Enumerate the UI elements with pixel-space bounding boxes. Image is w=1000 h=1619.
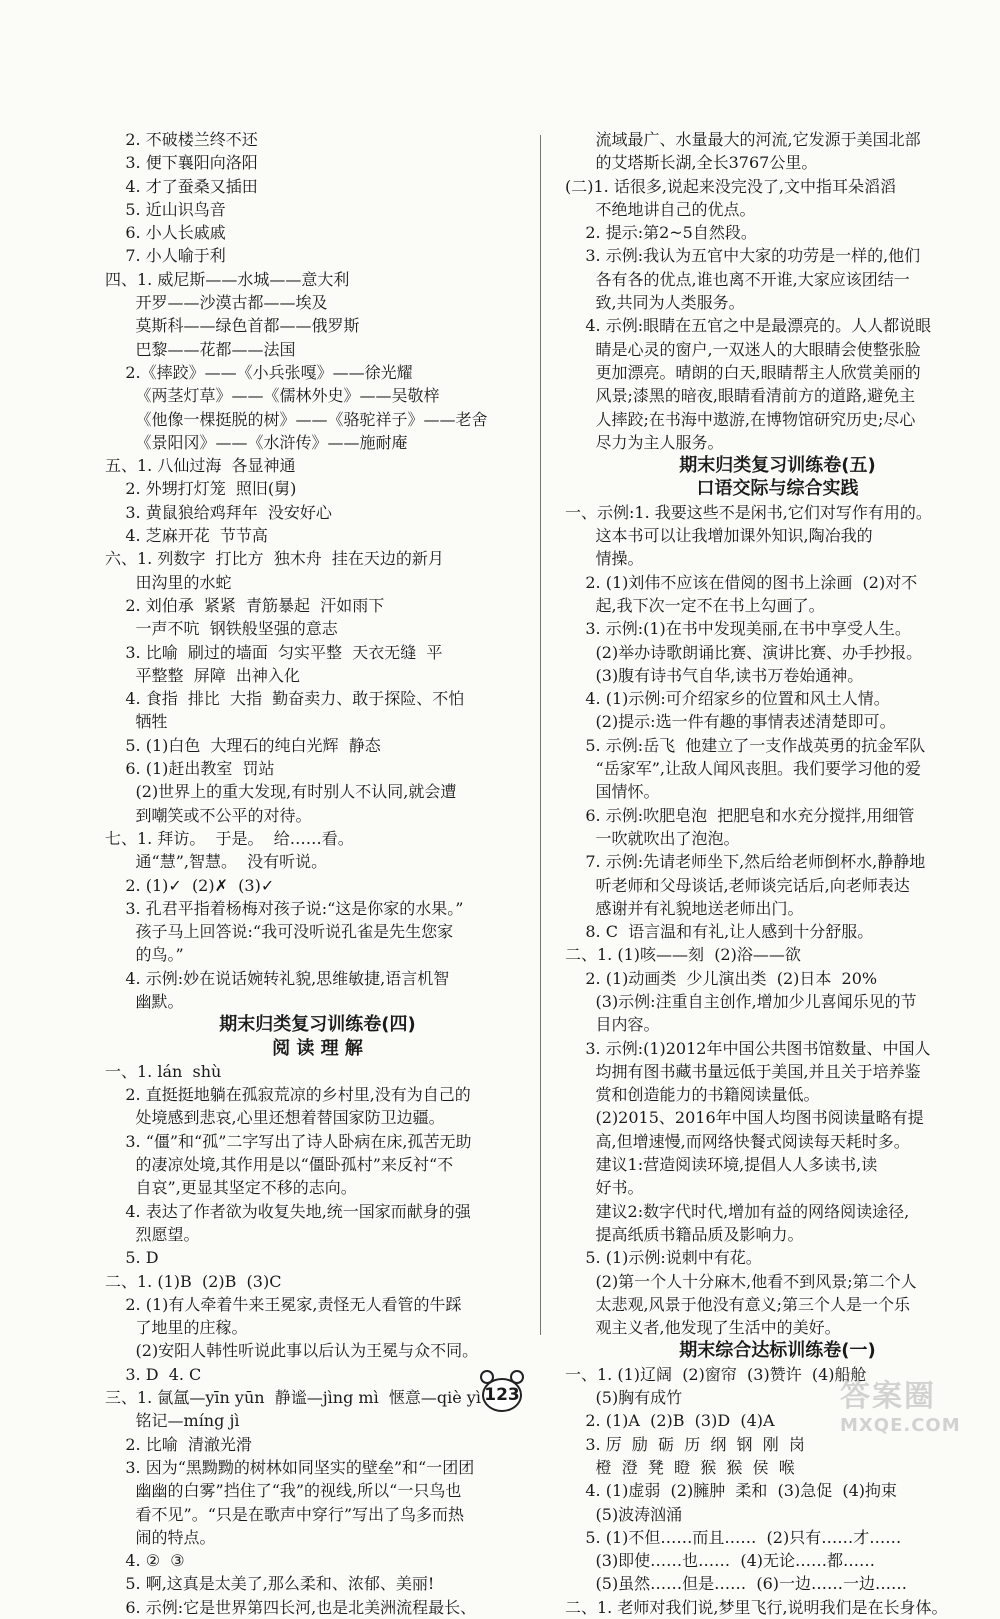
answer-line: 起,我下次一定不在书上勾画了。 bbox=[565, 595, 825, 615]
answer-line: 4. ② ③ bbox=[105, 1551, 185, 1571]
answer-line: 2. (1)✓ (2)✗ (3)✓ bbox=[105, 875, 275, 895]
answer-line: 建议1:营造阅读环境,提倡人人多读书,读 bbox=[565, 1155, 878, 1175]
answer-line: 3. 示例:(1)在书中发现美丽,在书中享受人生。 bbox=[565, 619, 911, 639]
answer-line: 田沟里的水蛇 bbox=[105, 572, 232, 592]
answer-line: 3. 厉 励 砺 历 纲 钢 刚 岗 bbox=[565, 1434, 805, 1454]
answer-line: 7. 小人喻于利 bbox=[105, 246, 226, 266]
answer-line: 处境感到悲哀,心里还想着替国家防卫边疆。 bbox=[105, 1108, 445, 1128]
answer-line: 情操。 bbox=[565, 549, 644, 569]
watermark-logo: 答案圈 bbox=[840, 1379, 936, 1414]
answer-line: 一、1. lán shù bbox=[105, 1061, 222, 1081]
answer-line: 3. 因为“黑黝黝的树林如同坚实的壁垒”和“一团团 bbox=[105, 1457, 475, 1477]
section-heading: 阅 读 理 解 bbox=[272, 1037, 363, 1059]
answer-line: 3. 便下襄阳向洛阳 bbox=[105, 153, 258, 173]
answer-line: (2)2015、2016年中国人均图书阅读量略有提 bbox=[565, 1108, 924, 1128]
answer-line: 2. 刘伯承 紧紧 青筋暴起 汗如雨下 bbox=[105, 595, 385, 615]
answer-line: 开罗——沙漠古都——埃及 bbox=[105, 293, 328, 313]
answer-line: 5. 示例:岳飞 他建立了一支作战英勇的抗金军队 bbox=[565, 735, 926, 755]
answer-line: 4. 才了蚕桑又插田 bbox=[105, 176, 258, 196]
answer-line: 2. (1)动画类 少儿演出类 (2)日本 20% bbox=[565, 968, 878, 988]
answer-line: 2. 外甥打灯笼 照旧(舅) bbox=[105, 479, 297, 499]
answer-line: 4. 表达了作者欲为收复失地,统一国家而献身的强 bbox=[105, 1201, 471, 1221]
answer-line: 赏和创造能力的书籍阅读量低。 bbox=[565, 1085, 820, 1105]
answer-line: 《两茎灯草》——《儒林外史》——吴敬梓 bbox=[105, 386, 440, 406]
answer-line: 2. (1)有人牵着牛来王冕家,责怪无人看管的牛踩 bbox=[105, 1294, 462, 1314]
answer-line: 六、1. 列数字 打比方 独木舟 挂在天边的新月 bbox=[105, 549, 444, 569]
page-number: 123 bbox=[482, 1378, 522, 1412]
answer-line: 提高纸质书籍品质及影响力。 bbox=[565, 1224, 804, 1244]
answer-line: 《景阳冈》——《水浒传》——施耐庵 bbox=[105, 432, 408, 452]
answer-line: 三、1. 氤氲—yīn yūn 静谧—jìng mì 惬意—qiè yì bbox=[105, 1388, 481, 1408]
answer-line: 看不见”。“只是在歌声中穿行”写出了鸟多而热 bbox=[105, 1504, 465, 1524]
answer-line: 一吹就吹出了泡泡。 bbox=[565, 828, 740, 848]
answer-line: 3. 孔君平指着杨梅对孩子说:“这是你家的水果。” bbox=[105, 898, 464, 918]
answer-line: (3)即使……也…… (4)无论……都…… bbox=[565, 1551, 876, 1571]
answer-line: 铭记—míng jì bbox=[105, 1411, 240, 1431]
answer-line: 睛是心灵的窗户,一双迷人的大眼睛会使整张脸 bbox=[565, 339, 921, 359]
answer-line: 《他像一棵挺脱的树》——《骆驼祥子》——老舍 bbox=[105, 409, 488, 429]
answer-line: 国情怀。 bbox=[565, 782, 660, 802]
answer-line: 4. 芝麻开花 节节高 bbox=[105, 526, 268, 546]
answer-line: 到嘲笑或不公平的对待。 bbox=[105, 805, 312, 825]
answer-line: 五、1. 八仙过海 各显神通 bbox=[105, 456, 296, 476]
answer-line: 2. 比喻 清澈光滑 bbox=[105, 1434, 252, 1454]
answer-line: 听老师和父母谈话,老师谈完话后,向老师表达 bbox=[565, 875, 910, 895]
answer-line: 牺牲 bbox=[105, 712, 168, 732]
answer-line: 4. (1)示例:可介绍家乡的位置和风土人情。 bbox=[565, 689, 890, 709]
answer-line: 3. 黄鼠狼给鸡拜年 没安好心 bbox=[105, 502, 332, 522]
answer-line: 致,共同为人类服务。 bbox=[565, 293, 745, 313]
answer-line: 太悲观,风景于他没有意义;第三个人是一个乐 bbox=[565, 1294, 910, 1314]
answer-line: 7. 示例:先请老师坐下,然后给老师倒杯水,静静地 bbox=[565, 852, 926, 872]
watermark-url: MXQE.COM bbox=[840, 1415, 961, 1436]
answer-line: 自哀”,更显其坚定不移的志向。 bbox=[105, 1178, 357, 1198]
answer-line: (2)提示:选一件有趣的事情表述清楚即可。 bbox=[565, 712, 896, 732]
answer-line: 目内容。 bbox=[565, 1015, 660, 1035]
answer-line: 2. 直挺挺地躺在孤寂荒凉的乡村里,没有为自己的 bbox=[105, 1085, 471, 1105]
answer-line: 5. D bbox=[105, 1248, 159, 1268]
answer-line: 6. 示例:它是世界第四长河,也是北美洲流程最长、 bbox=[105, 1597, 477, 1617]
answer-line: 二、1. 老师对我们说,梦里飞行,说明我们是在长身体。 bbox=[565, 1597, 948, 1617]
answer-line: 二、1. (1)B (2)B (3)C bbox=[105, 1271, 282, 1291]
answer-line: 橙 澄 凳 瞪 猴 猴 侯 喉 bbox=[565, 1457, 795, 1477]
answer-line: 好书。 bbox=[565, 1178, 644, 1198]
answer-line: (5)胸有成竹 bbox=[565, 1388, 683, 1408]
left-column bbox=[105, 128, 530, 1619]
answer-line: 6. 示例:吹肥皂泡 把肥皂和水充分搅拌,用细管 bbox=[565, 805, 915, 825]
answer-line: (2)举办诗歌朗诵比赛、演讲比赛、办手抄报。 bbox=[565, 642, 923, 662]
answer-line: 了地里的庄稼。 bbox=[105, 1318, 248, 1338]
answer-line: 感谢并有礼貌地送老师出门。 bbox=[565, 898, 804, 918]
answer-line: 5. 近山识鸟音 bbox=[105, 199, 226, 219]
answer-line: 5. (1)示例:说刺中有花。 bbox=[565, 1248, 762, 1268]
answer-line: 4. 示例:眼睛在五官之中是最漂亮的。人人都说眼 bbox=[565, 316, 932, 336]
answer-line: 流域最广、水量最大的河流,它发源于美国北部 bbox=[565, 130, 921, 149]
answer-line: 3. 示例:(1)2012年中国公共图书馆数量、中国人 bbox=[565, 1038, 931, 1058]
answer-line: 烈愿望。 bbox=[105, 1224, 200, 1244]
answer-line: 莫斯科——绿色首都——俄罗斯 bbox=[105, 316, 360, 336]
answer-line: 尽力为主人服务。 bbox=[565, 432, 724, 452]
answer-line: (二)1. 话很多,说起来没完没了,文中指耳朵滔滔 bbox=[565, 176, 897, 196]
section-heading: 期末归类复习训练卷(四) bbox=[219, 1014, 416, 1036]
answer-line: 一声不吭 钢铁般坚强的意志 bbox=[105, 619, 338, 639]
answer-line: 4. 示例:妙在说话婉转礼貌,思维敏捷,语言机智 bbox=[105, 968, 450, 988]
answer-line: 七、1. 拜访。 于是。 给……看。 bbox=[105, 828, 354, 848]
answer-line: “岳家军”,让敌人闻风丧胆。我们要学习他的爱 bbox=[565, 759, 921, 779]
answer-line: 建议2:数字代时代,增加有益的网络阅读途径, bbox=[565, 1201, 910, 1221]
answer-line: 6. 小人长戚戚 bbox=[105, 223, 226, 243]
answer-line: 这本书可以让我增加课外知识,陶冶我的 bbox=[565, 526, 873, 546]
answer-line: 高,但增速慢,而网络快餐式阅读每天耗时多。 bbox=[565, 1131, 910, 1151]
answer-line: 3. 示例:我认为五官中大家的功劳是一样的,他们 bbox=[565, 246, 921, 266]
answer-line: 人摔跤;在书海中遨游,在博物馆研究历史;尽心 bbox=[565, 409, 916, 429]
answer-line: 5. 啊,这真是太美了,那么柔和、浓郁、美丽! bbox=[105, 1574, 435, 1594]
column-divider bbox=[540, 135, 541, 1335]
answer-line: 各有各的优点,谁也离不开谁,大家应该团结一 bbox=[565, 269, 910, 289]
answer-line: 8. C 语言温和有礼,让人感到十分舒服。 bbox=[565, 922, 874, 942]
answer-line: 2. (1)A (2)B (3)D (4)A bbox=[565, 1411, 775, 1431]
answer-line: 4. 食指 排比 大指 勤奋卖力、敢于探险、不怕 bbox=[105, 689, 465, 709]
answer-line: 幽默。 bbox=[105, 991, 184, 1011]
answer-line: 幽幽的白雾”挡住了“我”的视线,所以“一只鸟也 bbox=[105, 1481, 462, 1501]
answer-line: 四、1. 威尼斯——水城——意大利 bbox=[105, 269, 350, 289]
answer-line: (5)波涛汹涌 bbox=[565, 1504, 683, 1524]
answer-line: 孩子马上回答说:“我可没听说孔雀是先生您家 bbox=[105, 922, 454, 942]
answer-line: 巴黎——花都——法国 bbox=[105, 339, 296, 359]
answer-line: (5)虽然……但是…… (6)一边……一边…… bbox=[565, 1574, 908, 1594]
answer-line: 3. D 4. C bbox=[105, 1364, 202, 1384]
section-heading: 期末归类复习训练卷(五) bbox=[679, 455, 876, 477]
answer-line: 均拥有图书藏书量远低于美国,并且关于培养鉴 bbox=[565, 1061, 921, 1081]
answer-line: 5. (1)白色 大理石的纯白光辉 静态 bbox=[105, 735, 381, 755]
answer-line: (2)安阳人韩性听说此事以后认为王冕与众不同。 bbox=[105, 1341, 479, 1361]
answer-line: 2. 提示:第2~5自然段。 bbox=[565, 223, 757, 243]
answer-line: 观主义者,他发现了生活中的美好。 bbox=[565, 1318, 841, 1338]
answer-line: 不绝地讲自己的优点。 bbox=[565, 199, 756, 219]
answer-line: 3. 比喻 刷过的墙面 匀实平整 天衣无缝 平 bbox=[105, 642, 443, 662]
answer-line: 4. (1)虚弱 (2)臃肿 柔和 (3)急促 (4)拘束 bbox=[565, 1481, 898, 1501]
answer-line: (3)示例:注重自主创作,增加少儿喜闻乐见的节 bbox=[565, 991, 917, 1011]
answer-line: (3)腹有诗书气自华,读书万卷始通神。 bbox=[565, 665, 864, 685]
answer-line: 通“慧”,智慧。 没有听说。 bbox=[105, 852, 328, 872]
answer-line: 风景;漆黑的暗夜,眼睛看清前方的道路,避免主 bbox=[565, 386, 916, 406]
watermark bbox=[840, 1371, 990, 1441]
answer-line: 2. 不破楼兰终不还 bbox=[105, 130, 258, 149]
answer-line: 二、1. (1)咳——刻 (2)浴——欲 bbox=[565, 945, 801, 965]
answer-line: (2)世界上的重大发现,有时别人不认同,就会遭 bbox=[105, 782, 457, 802]
answer-line: 5. (1)不但……而且…… (2)只有……才…… bbox=[565, 1527, 902, 1547]
answer-line: 一、1. (1)辽阔 (2)窗帘 (3)赞许 (4)船舱 bbox=[565, 1364, 867, 1384]
answer-line: 一、示例:1. 我要这些不是闲书,它们对写作有用的。 bbox=[565, 502, 932, 522]
answer-line: 更加漂亮。晴朗的白天,眼睛帮主人欣赏美丽的 bbox=[565, 362, 921, 382]
answer-line: 的鸟。” bbox=[105, 945, 184, 965]
answer-line: 闹的特点。 bbox=[105, 1527, 216, 1547]
answer-line: 的凄凉处境,其作用是以“僵卧孤村”来反衬“不 bbox=[105, 1155, 454, 1175]
answer-line: 3. “僵”和“孤”二字写出了诗人卧病在床,孤苦无助 bbox=[105, 1131, 472, 1151]
section-heading: 口语交际与综合实践 bbox=[696, 478, 859, 500]
page-number-badge bbox=[468, 1368, 532, 1418]
answer-line: (2)第一个人十分麻木,他看不到风景;第二个人 bbox=[565, 1271, 917, 1291]
answer-line: 6. (1)赶出教室 罚站 bbox=[105, 759, 275, 779]
section-heading: 期末综合达标训练卷(一) bbox=[679, 1340, 876, 1362]
answer-line: 2.《摔跤》——《小兵张嘎》——徐光耀 bbox=[105, 362, 413, 382]
answer-line: 平整整 屏障 出神入化 bbox=[105, 665, 300, 685]
answer-line: 2. (1)刘伟不应该在借阅的图书上涂画 (2)对不 bbox=[565, 572, 918, 592]
answer-line: 的艾塔斯长湖,全长3767公里。 bbox=[565, 153, 818, 173]
